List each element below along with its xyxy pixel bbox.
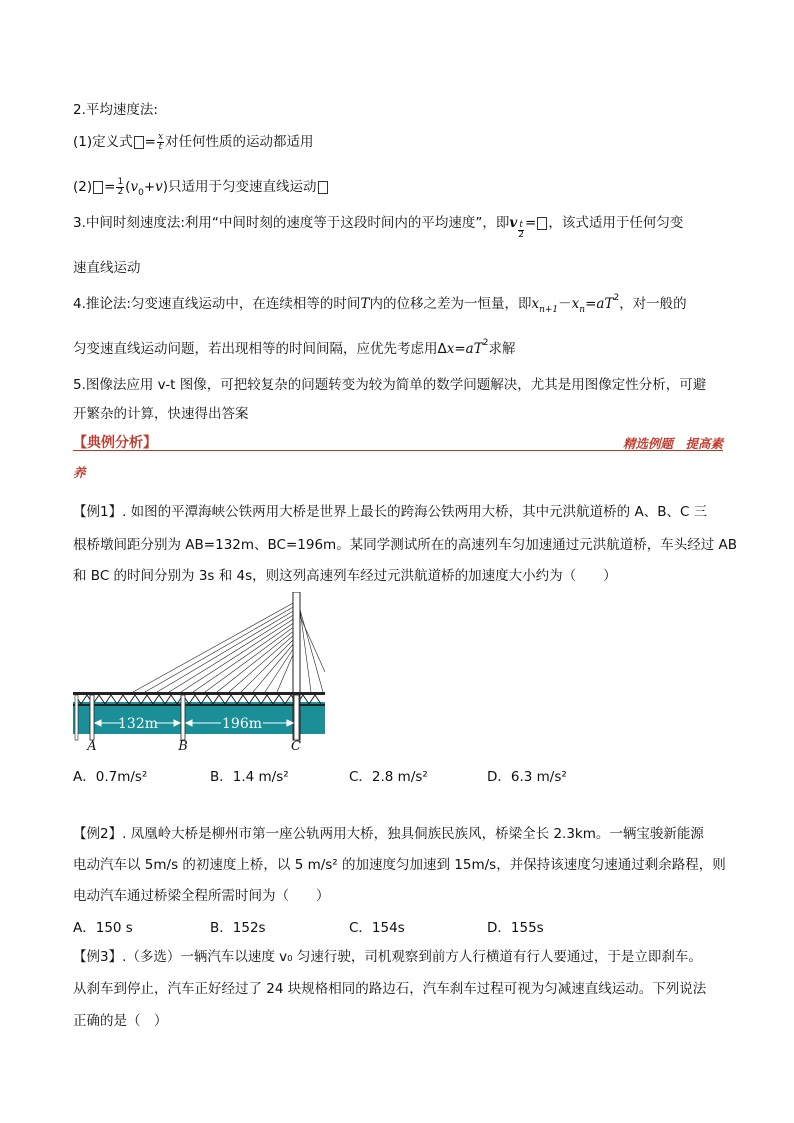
- fraction-one-half: $\frac{1}{2}$: [117, 176, 124, 197]
- vbar-symbol-box: [93, 181, 103, 194]
- method-2-1-line: (1)定义式 = $\frac{x}{t}$ 对任何性质的运动都适用: [73, 131, 314, 152]
- method-5-line-2: 开繁杂的计算，快速得出答案: [73, 406, 249, 422]
- method-5-line-1: 5.图像法应用 v-t 图像，可把较复杂的问题转变为较为简单的数学问题解决，尤其是用图像定性分析，可避: [73, 377, 707, 393]
- section-title: 【典例分析】: [73, 435, 157, 451]
- section-subtitle: 精选例题 提高素: [622, 436, 723, 451]
- example-2-line-3: 电动汽车通过桥梁全程所需时间为（ ）: [73, 888, 330, 904]
- method-2-title: 2.平均速度法:: [73, 102, 158, 118]
- dimension-bc-label: 196m: [222, 716, 262, 732]
- bridge-figure: [73, 592, 329, 754]
- example-1-line-1: 【例1】. 如图的平潭海峡公铁两用大桥是世界上最长的跨海公铁两用大桥，其中元洪航道桥的 A、B、C 三: [73, 504, 708, 520]
- example-3-line-2: 从刹车到停止，汽车正好经过了 24 块规格相同的路边石，汽车刹车过程可视为匀减速直线运动。下列说法: [73, 981, 707, 997]
- deck-bottom: [73, 704, 325, 706]
- fraction-t-over-2: $\frac{t}{2}$: [518, 220, 525, 240]
- point-c-label: C: [291, 739, 301, 754]
- example-3-line-3: 正确的是（ ）: [73, 1013, 168, 1029]
- marker-box: [318, 181, 328, 194]
- example-2-line-1: 【例2】. 凤凰岭大桥是柳州市第一座公轨两用大桥，独具侗族民族风，桥梁全长 2.3km。一辆宝骏新能源: [73, 826, 704, 842]
- example-1-option-d: D．6.3 m/s²: [487, 769, 567, 785]
- water: [73, 702, 325, 734]
- pier-b: [181, 695, 185, 740]
- method-2-2-line: (2) = $\frac{1}{2}$ $(v_0+v)$只适用于匀变速直线运动: [73, 175, 329, 198]
- dimension-ab-label: 132m: [118, 716, 158, 732]
- method-3-line-2: 速直线运动: [73, 260, 141, 276]
- point-b-label: B: [178, 739, 188, 754]
- example-1-option-b: B．1.4 m/s²: [210, 769, 289, 785]
- fraction-x-over-t: $\frac{x}{t}$: [157, 131, 164, 152]
- vbar-symbol-box: [537, 217, 547, 230]
- pier-left: [75, 695, 78, 740]
- example-2-line-2: 电动汽车以 5m/s 的初速度上桥，以 5 m/s² 的加速度匀加速到 15m/s，并保持该速度匀速通过剩余路程，则: [73, 857, 726, 873]
- section-heading: [73, 432, 723, 451]
- example-2-option-b: B．152s: [210, 920, 266, 936]
- point-a-label: A: [87, 739, 97, 754]
- method-4-line-1: 4.推论法:匀变速直线运动中，在连续相等的时间T内的位移之差为一恒量，即$x_{n+1}-x_n=aT^2$，对一般的: [73, 293, 687, 315]
- pier-a: [90, 695, 94, 740]
- example-2-option-a: A．150 s: [73, 920, 133, 936]
- method-4-line-2: 匀变速直线运动问题，若出现相等的时间间隔，应优先考虑用$\Delta x=aT^2$求解: [73, 338, 516, 357]
- example-3-line-1: 【例3】.（多选）一辆汽车以速度 v₀ 匀速行驶，司机观察到前方人行横道有行人要通过，于是立即刹车。: [73, 949, 702, 965]
- example-1-option-c: C．2.8 m/s²: [349, 769, 428, 785]
- example-1-option-a: A．0.7m/s²: [73, 769, 148, 785]
- vbar-symbol-box: [134, 136, 144, 149]
- pier-c: [294, 695, 299, 740]
- example-2-option-d: D．155s: [487, 920, 544, 936]
- example-1-line-2: 根桥墩间距分别为 AB=132m、BC=196m。某同学测试所在的高速列车匀加速通过元洪航道桥，车头经过 AB: [73, 537, 737, 553]
- section-subtitle-wrap: 养: [73, 465, 86, 480]
- method-3-line-1: 3.中间时刻速度法:利用“中间时刻的速度等于这段时间内的平均速度”，即v $\frac{t}{2}$ = ，该式适用于任何匀变: [73, 215, 684, 240]
- example-1-line-3: 和 BC 的时间分别为 3s 和 4s，则这列高速列车经过元洪航道桥的加速度大小约为（ ）: [73, 568, 617, 584]
- example-2-option-c: C．154s: [349, 920, 405, 936]
